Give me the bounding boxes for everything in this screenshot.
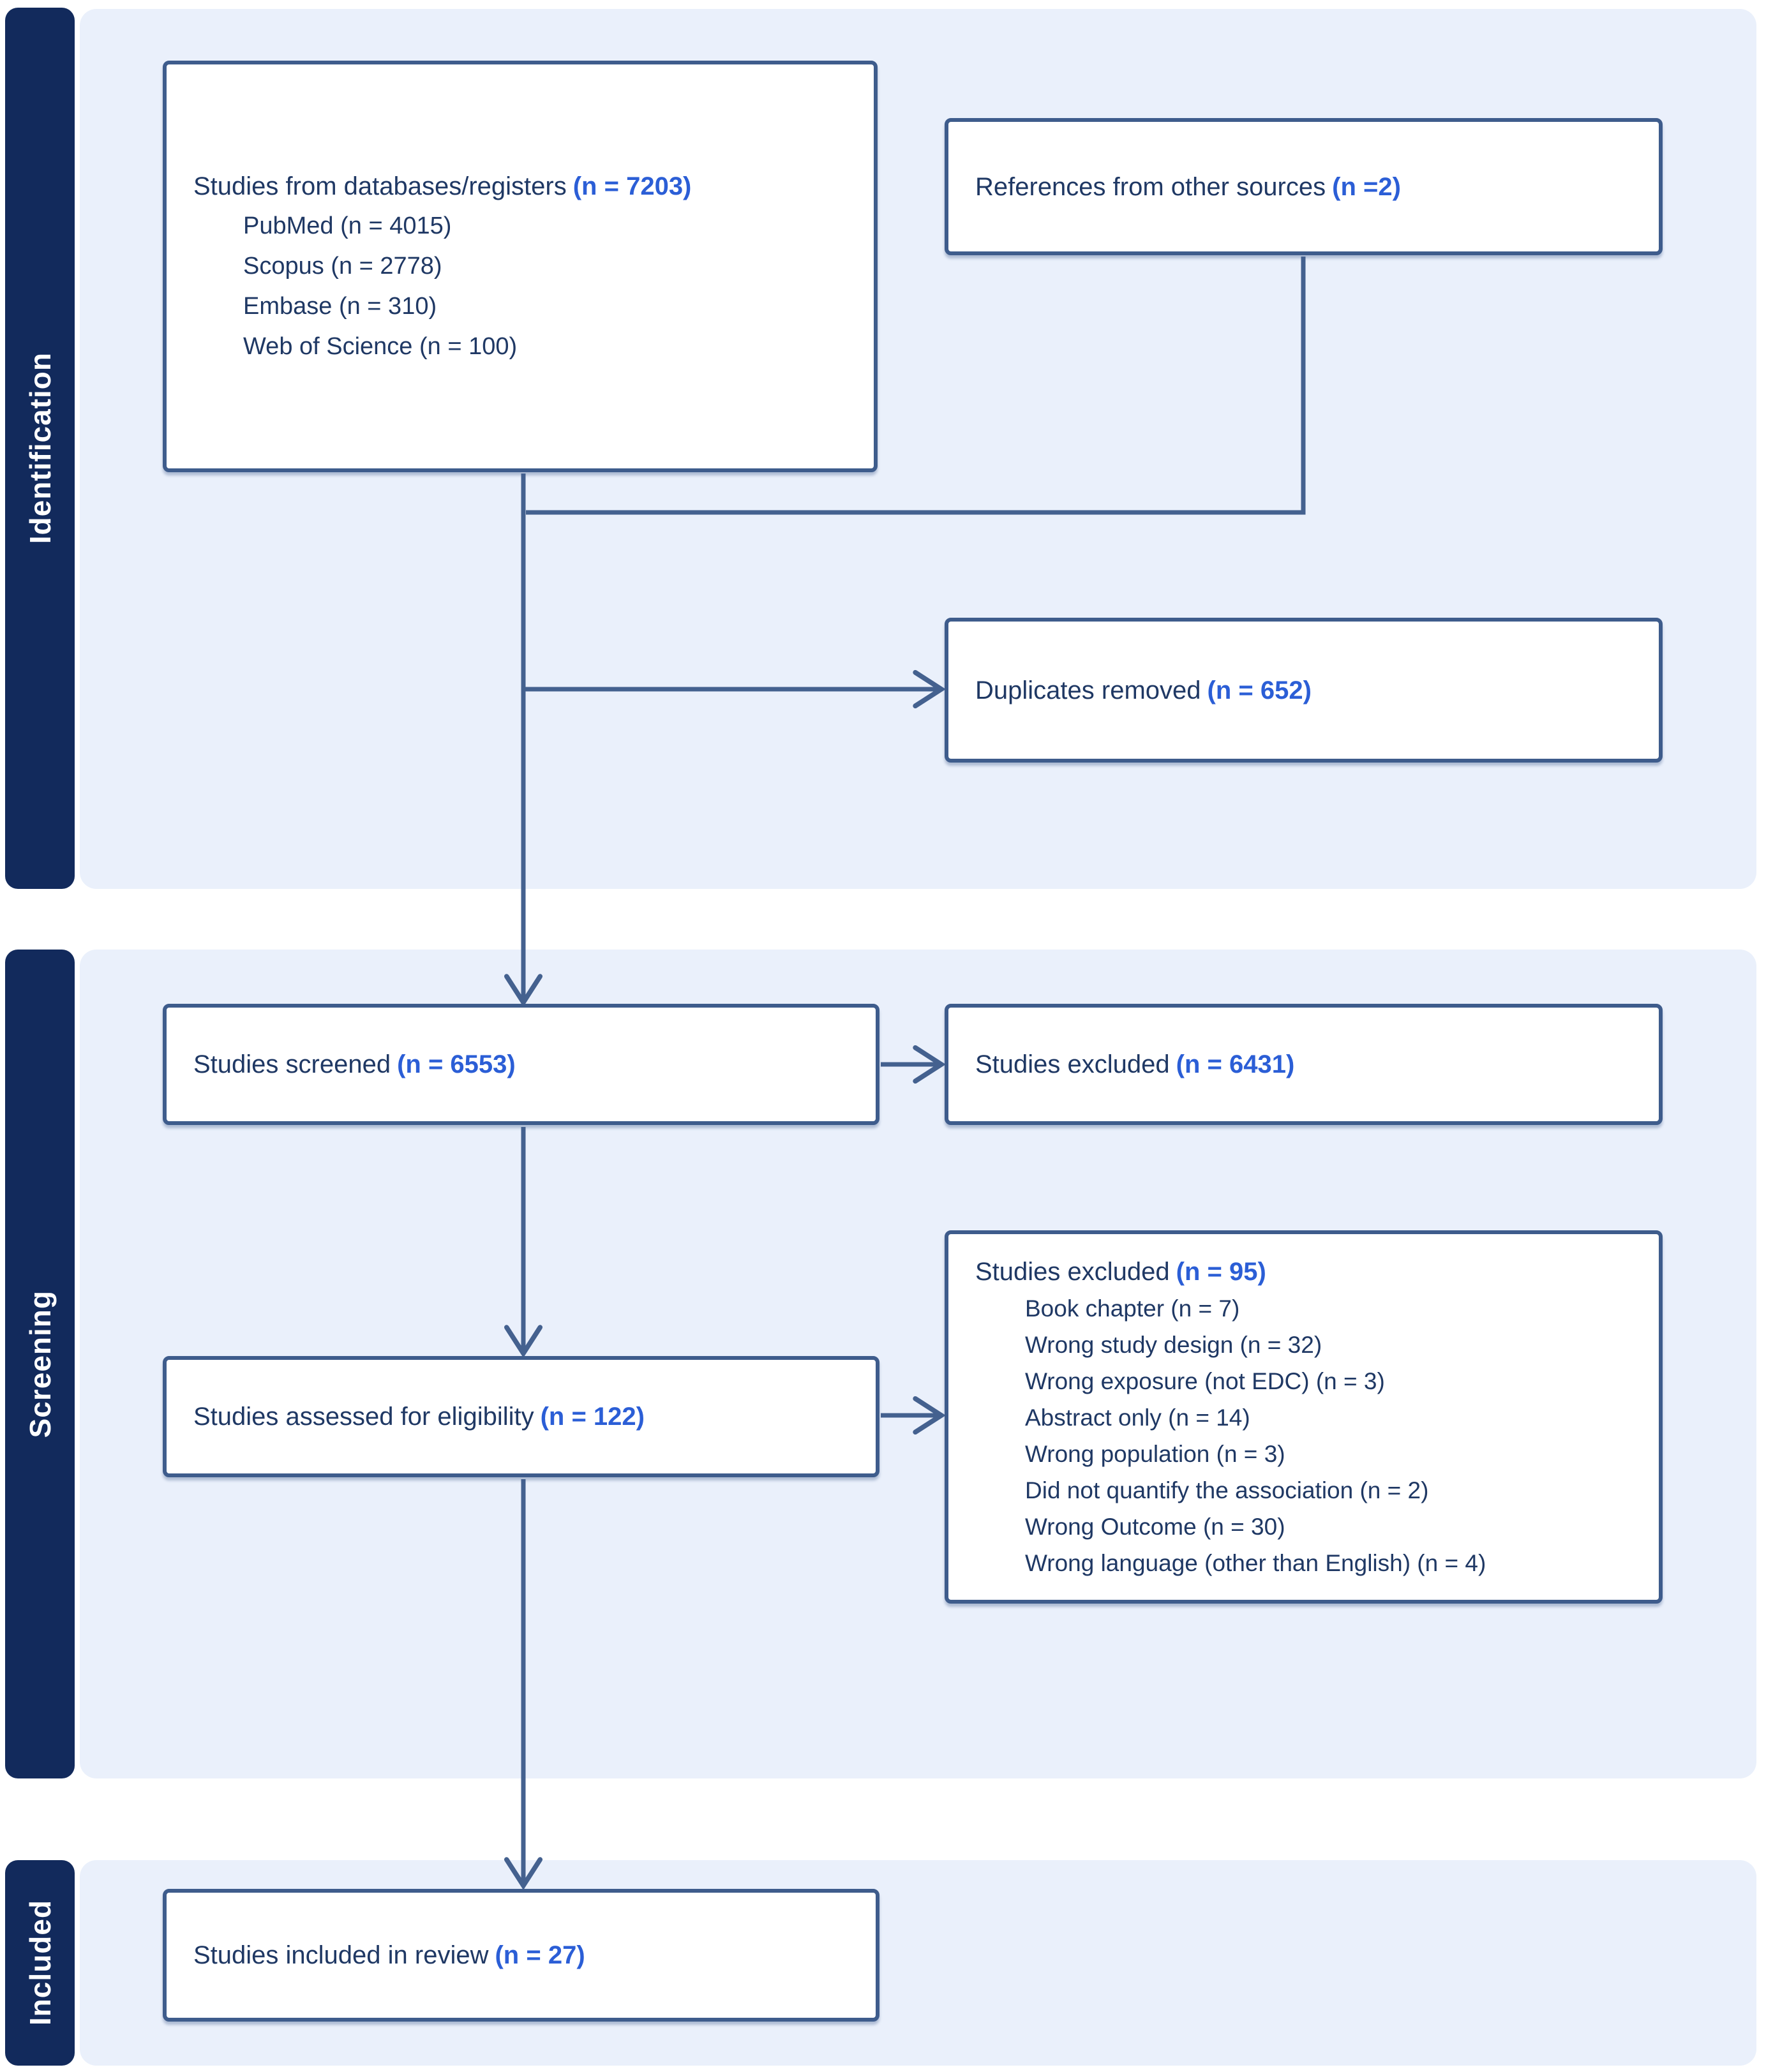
- box-databases-title: [193, 167, 856, 206]
- sub-item: Web of Science (n = 100): [243, 332, 518, 360]
- sub-item: Scopus (n = 2778): [243, 252, 442, 279]
- stage-label-included: Included: [23, 1900, 57, 2026]
- box-screened-count: (n = 6553): [397, 1050, 516, 1078]
- box-included-label: Studies included in review: [193, 1941, 489, 1969]
- box-excluded-eligibility-title: [975, 1253, 1641, 1290]
- stage-bar-identification: [5, 8, 75, 889]
- box-screened: [163, 1004, 879, 1125]
- box-screened-label: Studies screened: [193, 1050, 391, 1078]
- box-references-count: (n =2): [1332, 172, 1401, 201]
- sub-item: PubMed (n = 4015): [243, 212, 452, 239]
- box-screened-title: [193, 1045, 858, 1084]
- box-excluded-screening-title: [975, 1045, 1641, 1084]
- stage-bar-screening: [5, 950, 75, 1778]
- sub-item: Did not quantify the association (n = 2): [1025, 1477, 1429, 1503]
- box-duplicates: [945, 618, 1663, 763]
- sub-item: Wrong language (other than English) (n = 4): [1025, 1549, 1486, 1576]
- sub-item: Wrong population (n = 3): [1025, 1440, 1285, 1467]
- sub-item: Book chapter (n = 7): [1025, 1295, 1240, 1322]
- box-duplicates-title: [975, 671, 1641, 710]
- box-duplicates-count: (n = 652): [1207, 676, 1312, 704]
- sub-item: Wrong exposure (not EDC) (n = 3): [1025, 1368, 1385, 1394]
- box-excluded-screening-count: (n = 6431): [1176, 1050, 1295, 1078]
- box-excluded-screening: [945, 1004, 1663, 1125]
- box-references: [945, 118, 1663, 255]
- box-references-label: References from other sources: [975, 172, 1326, 201]
- stage-label-screening: Screening: [23, 1290, 57, 1438]
- box-assessed-label: Studies assessed for eligibility: [193, 1403, 534, 1431]
- stage-label-identification: Identification: [23, 352, 57, 544]
- sub-item: Wrong study design (n = 32): [1025, 1331, 1322, 1358]
- box-included-title: [193, 1935, 858, 1975]
- box-excluded-eligibility-label: Studies excluded: [975, 1257, 1170, 1286]
- sub-item: Abstract only (n = 14): [1025, 1404, 1250, 1431]
- box-assessed: [163, 1356, 879, 1477]
- box-databases-count: (n = 7203): [572, 172, 692, 200]
- box-databases-items: [243, 206, 856, 367]
- box-assessed-title: [193, 1397, 858, 1436]
- sub-item: Wrong Outcome (n = 30): [1025, 1513, 1285, 1540]
- box-included-count: (n = 27): [495, 1941, 585, 1969]
- sub-item: Embase (n = 310): [243, 292, 437, 320]
- box-duplicates-label: Duplicates removed: [975, 676, 1201, 704]
- box-included: [163, 1889, 879, 2022]
- box-assessed-count: (n = 122): [540, 1403, 645, 1431]
- stage-bar-included: [5, 1860, 75, 2066]
- box-references-title: [975, 167, 1641, 207]
- box-excluded-eligibility: [945, 1230, 1663, 1604]
- box-databases-label: Studies from databases/registers: [193, 172, 567, 200]
- box-excluded-screening-label: Studies excluded: [975, 1050, 1170, 1078]
- box-excluded-eligibility-items: [1025, 1290, 1641, 1581]
- box-databases: [163, 61, 878, 472]
- box-excluded-eligibility-count: (n = 95): [1176, 1257, 1266, 1286]
